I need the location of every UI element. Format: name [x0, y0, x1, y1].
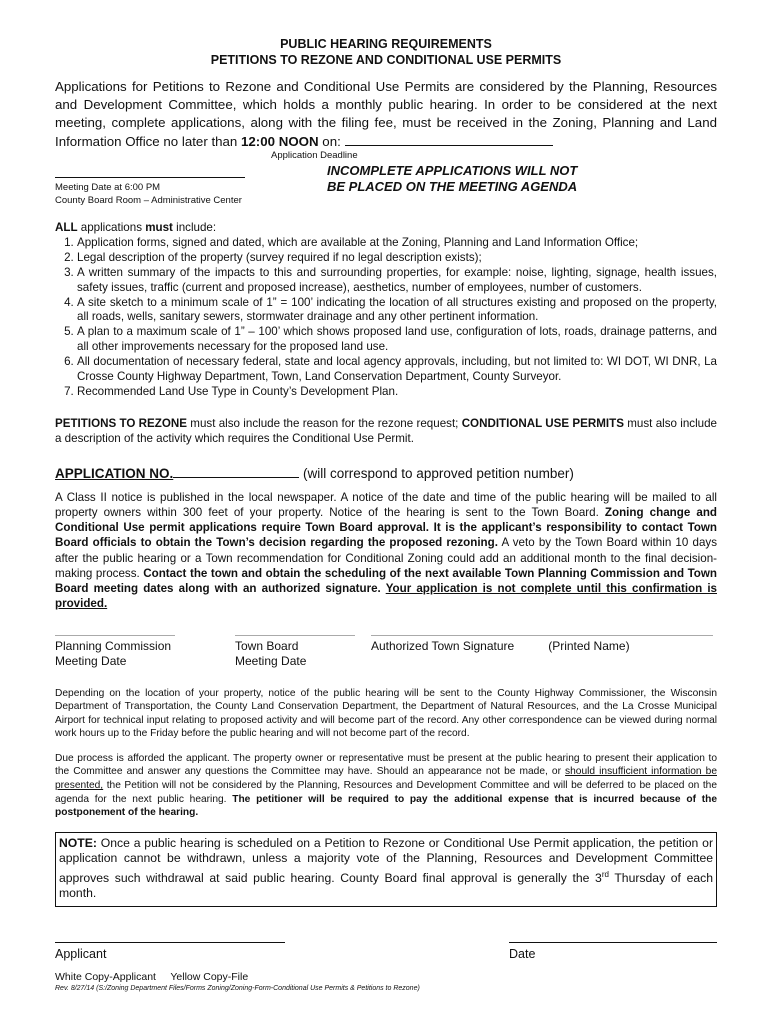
meeting-date-line — [55, 171, 245, 178]
revision-note: Rev. 8/27/14 (S:/Zoning Department Files/Forms Zoning/Zoning-Form-Conditional Use Permits & Petitions to Rezone) — [55, 984, 420, 992]
application-number: APPLICATION NO. (will correspond to approved petition number) — [55, 465, 574, 481]
document-page — [55, 36, 717, 992]
rezone-paragraph: PETITIONS TO REZONE must also include the reason for the rezone request; CONDITIONAL USE PERMITS must also include a description of the activity which requires the Conditional Use Permit. — [55, 416, 718, 446]
list-item: 2. Legal description of the property (survey required if no legal description exists); — [77, 251, 717, 266]
list-item: 3. A written summary of the impacts to this and surrounding properties, for example: noise, lighting, signage, health issues, safety issues, traffic (current and proposed increase), aesthetics, number of employees, number of customers. — [77, 266, 717, 296]
deadline-blank-line — [345, 132, 553, 146]
applicant-signature-row — [55, 941, 717, 961]
deadline-caption: Application Deadline — [271, 150, 358, 161]
copy-distribution: White Copy-Applicant Yellow Copy-File — [55, 970, 249, 983]
authorized-signature-field[interactable]: Authorized Town Signature (Printed Name) — [371, 634, 717, 669]
depending-paragraph: Depending on the location of your property, notice of the public hearing will be sent to the County Highway Commissioner, the Wisconsin Department of Transportation, the County Land Conservation Department, the Department of Natural Resources, and the La Crosse Municipal Airport for technical input relating to proposed activity and will become part of the record. Any other correspondence can be viewed during normal work hours up to the Friday before the public hearing and will not become part of the record. — [55, 687, 717, 740]
list-item: 6. All documentation of necessary federal, state and local agency approvals, including, but not limited to: WI DOT, WI DNR, La Crosse County Highway Department, Town, Land Conservation Department, County Surveyor. — [77, 355, 717, 385]
class-ii-paragraph: A Class II notice is published in the local newspaper. A notice of the date and time of the public hearing will be mailed to all property owners within 300 feet of your property. Notice of the hearing is sent to the Town Board. Zoning change and Conditional Use permit applications require Town Board approval. It is the applicant’s responsibility to contact Town Board officials to obtain the Town’s decision regarding the proposed rezoning. A veto by the Town Board within 10 days after the public hearing or a Town recommendation for Conditional Zoning could add an additional month to the final decision-making process. Contact the town and obtain the scheduling of the next available Town Planning Commission and Town Board meeting dates along with an authorized signature. Your application is not complete until this confirmation is provided. — [55, 490, 717, 611]
list-item: 5. A plan to a maximum scale of 1” – 100’ which shows proposed land use, configuration of lots, roads, drainage patterns, and all other improvements necessary for the proposed land use. — [77, 325, 717, 355]
application-number-field[interactable] — [173, 464, 299, 478]
planning-commission-field[interactable]: Planning Commission Meeting Date — [55, 634, 235, 669]
list-item: 4. A site sketch to a minimum scale of 1” = 100’ indicating the location of all structures existing and proposed on the property, all roads, wells, sanitary sewers, stormwater drainage and any other pertinent information. — [77, 296, 717, 326]
requirements-section: ALL applications must include: 1. Application forms, signed and dated, which are available at the Zoning, Planning and Land Information Office; 2. Legal description of the property (survey required if no legal description exists); 3. A written summary of the impacts to this and surrounding properties, for example: noise, lighting, signage, health issues, safety issues, traffic (current and proposed increase), aesthetics, number of employees, number of customers. 4. A site sketch to a minimum scale of 1” = 100’ indicating the location of all structures existing and proposed on the property, all roads, wells, sanitary sewers, stormwater drainage and any other pertinent information. 5. A plan to a maximum scale of 1” – 100’ which shows proposed land use, configuration of lots, roads, drainage patterns, and all other improvements necessary for the proposed land use. 6. All documentation of necessary federal, state and local agency approvals, including, but not limited to: WI DOT, WI DNR, La Crosse County Highway Department, Town, Land Conservation Department, County Surveyor. 7. Recommended Land Use Type in County’s Development Plan. — [55, 221, 717, 400]
intro-paragraph: Applications for Petitions to Rezone and Conditional Use Permits are considered by the Planning, Resources and Development Committee, which holds a monthly public hearing. In order to be considered at the next meeting, complete applications, along with the filing fee, must be received in the Zoning, Planning and Land Information Office no later than 12:00 NOON on: — [55, 79, 717, 149]
applicant-signature-field[interactable]: Applicant — [55, 941, 285, 961]
town-signature-row — [55, 634, 717, 669]
requirements-list — [55, 236, 717, 400]
document-title: PUBLIC HEARING REQUIREMENTS PETITIONS TO REZONE AND CONDITIONAL USE PERMITS — [210, 37, 562, 67]
list-item: 1. Application forms, signed and dated, which are available at the Zoning, Planning and Land Information Office; — [77, 236, 717, 251]
meeting-info: Meeting Date at 6:00 PM County Board Room – Administrative Center — [55, 171, 325, 207]
incomplete-warning: INCOMPLETE APPLICATIONS WILL NOT BE PLACED ON THE MEETING AGENDA — [327, 163, 578, 194]
date-field[interactable]: Date — [509, 941, 717, 961]
town-board-field[interactable]: Town Board Meeting Date — [235, 634, 371, 669]
due-process-paragraph: Due process is afforded the applicant. The property owner or representative must be present at the public hearing to present their application to the Committee and answer any questions the Committee may have. Should an appearance not be made, or should insufficient information be presented, the Petition will not be considered by the Planning, Resources and Development Committee and will be deferred to be placed on the agenda for the next public hearing. The petitioner will be required to pay the additional expense that is incurred because of the postponement of the hearing. — [55, 752, 717, 819]
meeting-section — [55, 163, 717, 207]
note-box: NOTE: Once a public hearing is scheduled on a Petition to Rezone or Conditional Use Permit application, the petition or application cannot be withdrawn, unless a majority vote of the Planning, Resources and Development Committee approves such withdrawal at said public hearing. County Board final approval is generally the 3rd Thursday of each month. — [55, 832, 717, 907]
list-item: 7. Recommended Land Use Type in County’s Development Plan. — [77, 385, 717, 400]
